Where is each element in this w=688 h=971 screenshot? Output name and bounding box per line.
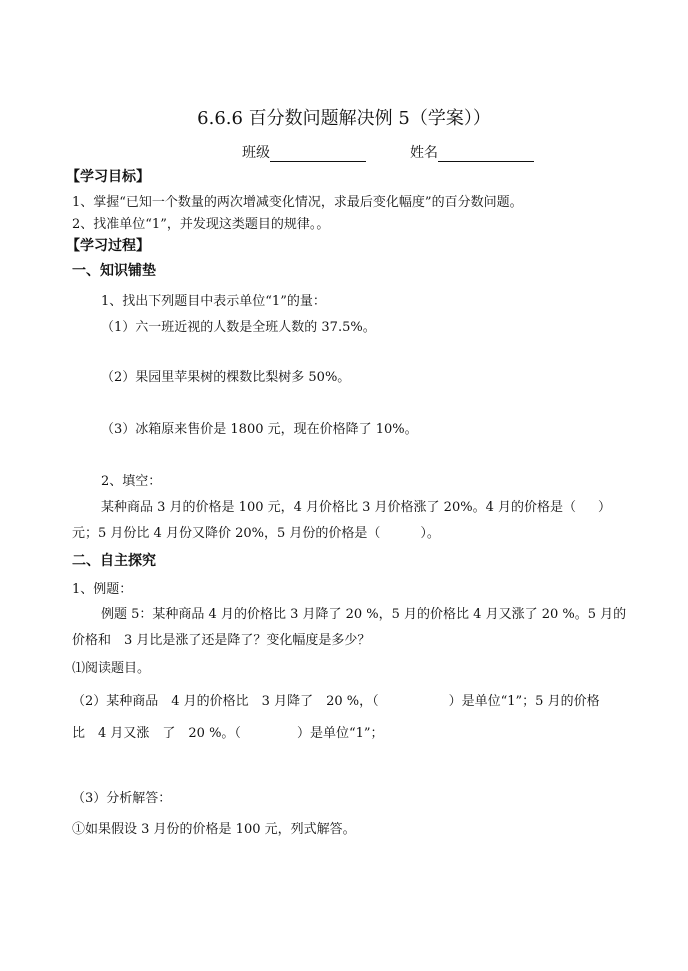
q2-line-1 bbox=[101, 496, 611, 515]
step-2-line-1-rest: ）是单位“1”；5 月的价格 bbox=[448, 694, 600, 709]
page-title: 6.6.6 百分数问题解决例 5（学案）） bbox=[197, 108, 491, 129]
step-3: （3）分析解答： bbox=[72, 791, 172, 806]
step-2-line-2-text: 比 4 月又涨 了 20 %。（ bbox=[72, 726, 241, 741]
q2-intro: 2、填空： bbox=[101, 474, 162, 489]
q1-intro: 1、找出下列题目中表示单位“1”的量： bbox=[101, 294, 326, 309]
step-3-item-1: ①如果假设 3 月份的价格是 100 元，列式解答。 bbox=[72, 822, 356, 837]
example-line-2: 价格和 3 月比是涨了还是降了？变化幅度是多少？ bbox=[72, 633, 371, 648]
step-1: ⑴阅读题目。 bbox=[72, 661, 151, 676]
q1-item-c: （3）冰箱原来售价是 1800 元，现在价格降了 10%。 bbox=[101, 422, 418, 437]
step-2-line-1 bbox=[72, 690, 600, 709]
goal-item-1: 1、掌握“已知一个数量的两次增减变化情况，求最后变化幅度”的百分数问题。 bbox=[72, 195, 523, 210]
process-heading: 【学习过程】 bbox=[66, 238, 150, 254]
class-blank[interactable] bbox=[270, 147, 366, 162]
class-label: 班级 bbox=[242, 145, 270, 161]
name-field bbox=[410, 142, 534, 162]
q1-item-b: （2）果园里苹果树的棵数比梨树多 50%。 bbox=[101, 370, 351, 385]
example-label: 1、例题： bbox=[72, 582, 133, 597]
name-blank[interactable] bbox=[438, 147, 534, 162]
step-2-line-1-text: （2）某种商品 4 月的价格比 3 月降了 20 %，（ bbox=[72, 694, 379, 709]
q1-item-a: （1）六一班近视的人数是全班人数的 37.5%。 bbox=[101, 320, 376, 335]
q2-line-2-close: ）。 bbox=[420, 526, 440, 541]
step-2-line-2 bbox=[72, 722, 384, 741]
example-line-1: 例题 5：某种商品 4 月的价格比 3 月降了 20 %，5 月的价格比 4 月又涨了 20 %。5 月的 bbox=[101, 607, 627, 622]
part2-heading: 二、自主探究 bbox=[72, 553, 156, 569]
class-field bbox=[242, 142, 366, 162]
q2-line-2-text: 元；5 月份比 4 月份又降价 20%，5 月份的价格是（ bbox=[72, 526, 381, 541]
goal-item-2: 2、找准单位“1”，并发现这类题目的规律。。 bbox=[72, 217, 330, 232]
q2-line-1-close: ） bbox=[597, 500, 611, 515]
goals-heading: 【学习目标】 bbox=[66, 169, 150, 185]
step-2-line-2-rest: ）是单位“1”； bbox=[296, 726, 384, 741]
q2-line-2 bbox=[72, 522, 440, 541]
q2-line-1-text: 某种商品 3 月的价格是 100 元，4 月价格比 3 月价格涨了 20%。4 月的价格是（ bbox=[101, 500, 576, 515]
part1-heading: 一、知识铺垫 bbox=[72, 263, 156, 279]
name-label: 姓名 bbox=[410, 145, 438, 161]
